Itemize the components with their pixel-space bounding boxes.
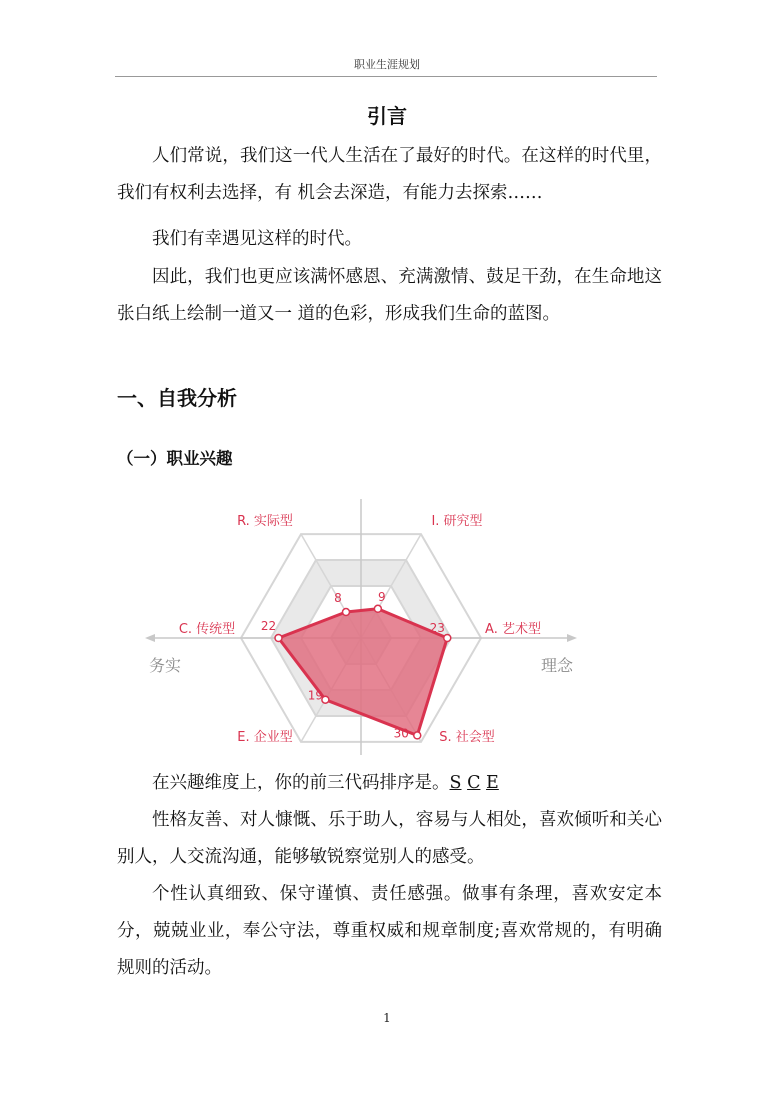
- radar-point-0: [343, 609, 350, 616]
- radar-value-label: 19: [307, 688, 324, 703]
- radar-value-label: 9: [378, 589, 386, 604]
- code-1: S: [449, 773, 462, 793]
- personality-paragraph: 性格友善、对人慷慨、乐于助人，容易与人相处，喜欢倾听和关心别人，人交流沟通，能够敏锐察觉别人的感受。: [117, 810, 662, 867]
- radar-axis-label: E. 企业型: [237, 730, 293, 745]
- intro-paragraph-2: 我们有幸遇见这样的时代。: [152, 229, 362, 249]
- radar-value-label: 8: [334, 591, 342, 606]
- radar-point-2: [444, 635, 451, 642]
- radar-point-5: [275, 635, 282, 642]
- page-number: 1: [383, 1011, 391, 1025]
- code-3: E: [486, 773, 499, 793]
- subsection-heading: （一）职业兴趣: [117, 449, 233, 468]
- page-title: 引言: [367, 104, 407, 128]
- radar-axis-label: C. 传统型: [178, 622, 236, 637]
- traits-paragraph: 个性认真细致、保守谨慎、责任感强。做事有条理，喜欢安定本分，兢兢业业，奉公守法，尊重权威和规章制度;喜欢常规的，有明确规则的活动。: [117, 884, 662, 978]
- intro-paragraph-1: 人们常说，我们这一代人生活在了最好的时代。在这样的时代里，我们有权利去选择，有 机会去深造，有能力去探索……: [117, 146, 662, 203]
- radar-point-1: [374, 605, 381, 612]
- radar-axis-label: I. 研究型: [431, 514, 483, 529]
- arrow-left-icon: [145, 634, 155, 642]
- interest-radar-chart: [117, 493, 579, 757]
- header-divider: [115, 76, 657, 77]
- code-2: C: [467, 773, 481, 793]
- intro-paragraph-3: 因此，我们也更应该满怀感恩、充满激情、鼓足干劲，在生命地这张白纸上绘制一道又一 道的色彩，形成我们生命的蓝图。: [117, 267, 662, 324]
- radar-value-label: 23: [429, 621, 445, 635]
- radar-value-label: 30: [393, 726, 409, 741]
- left-side-label: 务实: [148, 656, 182, 675]
- radar-axis-label: R. 实际型: [237, 514, 293, 529]
- right-side-label: 理念: [540, 656, 574, 675]
- radar-value-label: 22: [260, 619, 277, 633]
- running-header: 职业生涯规划: [354, 58, 420, 71]
- code-prefix: 在兴趣维度上，你的前三代码排序是。: [152, 773, 450, 793]
- radar-axis-label: A. 艺术型: [485, 622, 541, 637]
- arrow-right-icon: [567, 634, 577, 642]
- radar-point-3: [414, 732, 421, 739]
- code-sentence: [117, 765, 662, 802]
- radar-axis-label: S. 社会型: [439, 730, 495, 745]
- section-heading: 一、自我分析: [117, 386, 237, 410]
